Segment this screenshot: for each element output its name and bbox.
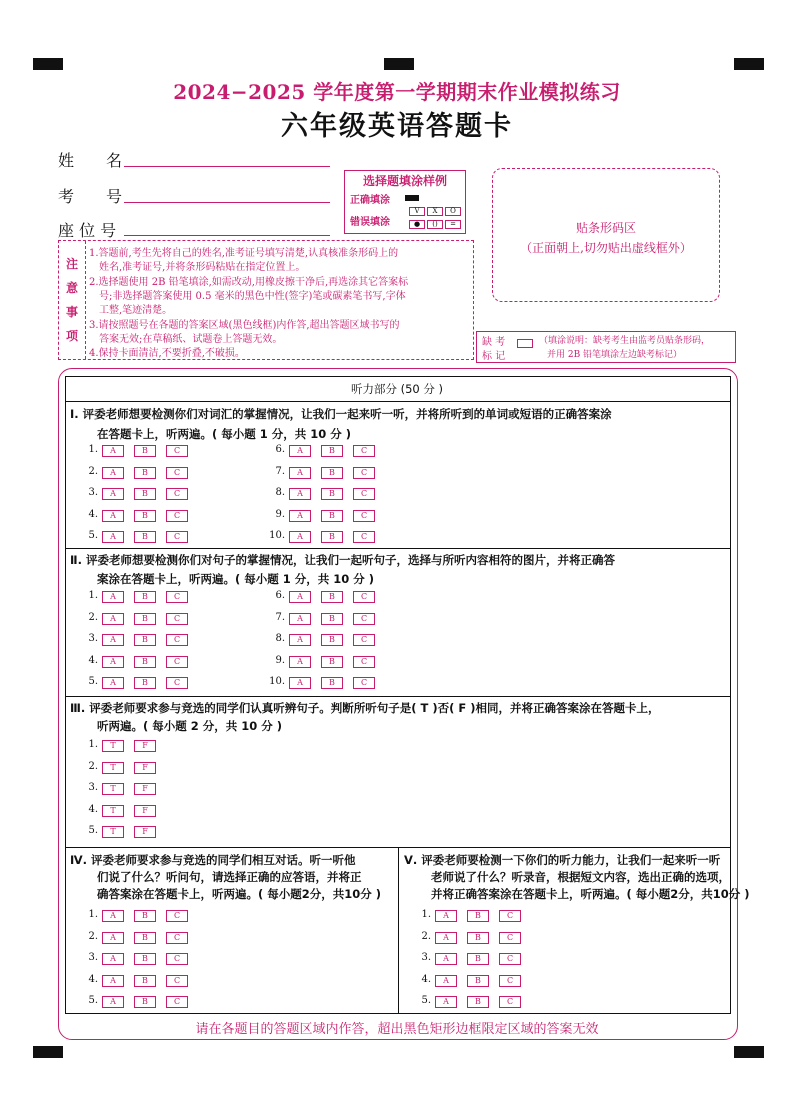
question-number: 2.	[88, 760, 98, 772]
notice-line: 答案无效;在草稿纸、试题卷上答题无效。	[89, 334, 283, 345]
question-number: 1.	[88, 909, 98, 920]
answer-bubble-b[interactable]: B	[134, 953, 156, 965]
answer-bubble-a[interactable]: A	[102, 953, 124, 965]
question-number: 8.	[275, 487, 285, 498]
notice-heading-char: 注	[65, 257, 78, 271]
answer-bubble-c[interactable]: C	[353, 467, 375, 479]
barcode-instruction: （正面朝上,切勿贴出虚线框外）	[520, 241, 692, 255]
answer-bubble-b[interactable]: B	[321, 634, 343, 646]
section5-instruction: 并将正确答案涂在答题卡上，听两遍。( 每小题2分，共10分 )	[431, 887, 750, 901]
answer-bubble-c[interactable]: C	[499, 910, 521, 922]
notice-line: 姓名,准考证号,并将条形码粘贴在指定位置上。	[89, 262, 306, 273]
answer-bubble-a[interactable]: A	[435, 975, 457, 987]
section1-instruction: Ⅰ. 评委老师想要检测你们对词汇的掌握情况，让我们一起来听一听，并将所听到的单词或短语的正确答案涂	[70, 407, 612, 421]
answer-bubble-f[interactable]: F	[134, 740, 156, 752]
question-number: 3.	[88, 782, 98, 793]
section2-instruction: 案涂在答题卡上，听两遍。( 每小题 1 分，共 10 分 )	[97, 572, 375, 586]
question-number: 5.	[88, 676, 98, 687]
question-number: 8.	[275, 633, 285, 644]
answer-bubble-b[interactable]: B	[321, 591, 343, 603]
answer-bubble-b[interactable]: B	[321, 656, 343, 668]
notice-box	[58, 240, 474, 360]
answer-bubble-a[interactable]: A	[102, 445, 124, 457]
answer-bubble-a[interactable]: A	[102, 467, 124, 479]
answer-bubble-c[interactable]: C	[353, 656, 375, 668]
divider	[398, 847, 399, 1013]
notice-line: 3.请按照题号在各题的答案区域(黑色线框)内作答,超出答题区域书写的	[89, 320, 400, 331]
answer-bubble-a[interactable]: A	[102, 677, 124, 689]
answer-bubble-b[interactable]: B	[134, 677, 156, 689]
question-number: 2.	[421, 930, 431, 942]
answer-bubble-b[interactable]: B	[321, 445, 343, 457]
notice-line: 号;非选择题答案使用 0.5 毫米的黑色中性(签字)笔或碳素笔书写,字体	[89, 291, 406, 302]
answer-bubble-c[interactable]: C	[166, 488, 188, 500]
answer-bubble-c[interactable]: C	[166, 613, 188, 625]
answer-bubble-b[interactable]: B	[321, 467, 343, 479]
wrong-mark-v: V	[409, 207, 425, 216]
wrong-mark-dot: ●	[409, 220, 425, 229]
divider	[66, 401, 730, 402]
section5-instruction: Ⅴ. 评委老师要检测一下你们的听力能力，让我们一起来听一听	[404, 853, 721, 867]
answer-bubble-a[interactable]: A	[102, 591, 124, 603]
question-number: 2.	[88, 465, 98, 477]
question-number: 5.	[88, 825, 98, 836]
answer-bubble-a[interactable]: A	[102, 634, 124, 646]
answer-bubble-c[interactable]: C	[353, 677, 375, 689]
name-label: 姓 名	[58, 151, 123, 170]
answer-bubble-b[interactable]: B	[321, 531, 343, 543]
answer-bubble-a[interactable]: A	[102, 531, 124, 543]
answer-bubble-t[interactable]: T	[102, 805, 124, 817]
divider	[66, 696, 730, 697]
question-number: 10.	[269, 530, 285, 541]
answer-bubble-a[interactable]: A	[289, 510, 311, 522]
question-number: 1.	[421, 909, 431, 920]
answer-bubble-c[interactable]: C	[166, 531, 188, 543]
answer-bubble-b[interactable]: B	[134, 591, 156, 603]
answer-bubble-b[interactable]: B	[134, 910, 156, 922]
footer-note: 请在各题目的答题区域内作答，超出黑色矩形边框限定区域的答案无效	[195, 1022, 599, 1037]
registration-mark-bottom-right	[734, 1046, 764, 1058]
answer-bubble-c[interactable]: C	[353, 488, 375, 500]
answer-bubble-a[interactable]: A	[435, 910, 457, 922]
answer-bubble-b[interactable]: B	[467, 932, 489, 944]
wrong-fill-label: 错误填涂	[350, 217, 390, 228]
answer-bubble-t[interactable]: T	[102, 826, 124, 838]
section5-instruction: 老师说了什么？听录音，根据短文内容，选出正确的选项，	[431, 870, 730, 884]
answer-sheet-title: 六年级英语答题卡	[281, 111, 513, 142]
answer-bubble-a[interactable]: A	[102, 996, 124, 1008]
notice-heading	[59, 241, 86, 359]
section4-instruction: 确答案涂在答题卡上，听两遍。( 每小题2分，共10分 )	[97, 887, 382, 901]
wrong-mark-x: X	[427, 207, 443, 216]
question-number: 1.	[88, 739, 98, 750]
question-number: 3.	[88, 633, 98, 644]
question-number: 7.	[275, 465, 285, 477]
question-number: 6.	[275, 444, 285, 455]
answer-bubble-a[interactable]: A	[289, 613, 311, 625]
answer-bubble-a[interactable]: A	[102, 910, 124, 922]
answer-bubble-c[interactable]: C	[353, 510, 375, 522]
answer-bubble-a[interactable]: A	[289, 531, 311, 543]
answer-bubble-b[interactable]: B	[134, 634, 156, 646]
answer-bubble-b[interactable]: B	[134, 445, 156, 457]
name-field[interactable]	[124, 166, 330, 167]
answer-bubble-c[interactable]: C	[499, 953, 521, 965]
question-number: 1.	[88, 590, 98, 601]
answer-bubble-c[interactable]: C	[353, 531, 375, 543]
answer-bubble-b[interactable]: B	[134, 467, 156, 479]
section4-instruction: 们说了什么？听问句，请选择正确的应答语，并将正	[97, 870, 362, 884]
fill-sample-box	[344, 170, 466, 234]
absent-label: 缺 考	[482, 337, 506, 348]
absent-mark-box	[476, 331, 736, 363]
answer-bubble-c[interactable]: C	[166, 932, 188, 944]
answer-bubble-c[interactable]: C	[166, 591, 188, 603]
question-number: 9.	[275, 654, 285, 666]
question-number: 3.	[88, 952, 98, 963]
answer-bubble-c[interactable]: C	[166, 677, 188, 689]
answer-bubble-a[interactable]: A	[289, 467, 311, 479]
question-number: 4.	[88, 654, 98, 666]
question-number: 2.	[88, 611, 98, 623]
answer-bubble-b[interactable]: B	[467, 953, 489, 965]
answer-bubble-c[interactable]: C	[499, 996, 521, 1008]
answer-bubble-c[interactable]: C	[353, 613, 375, 625]
answer-bubble-b[interactable]: B	[321, 613, 343, 625]
answer-bubble-a[interactable]: A	[102, 510, 124, 522]
notice-heading-char: 事	[65, 305, 78, 319]
answer-bubble-a[interactable]: A	[102, 488, 124, 500]
absent-label: 标 记	[482, 351, 506, 362]
answer-bubble-c[interactable]: C	[166, 910, 188, 922]
answer-bubble-c[interactable]: C	[166, 510, 188, 522]
notice-line: 4.保持卡面清洁,不要折叠,不破损。	[89, 348, 245, 359]
answer-bubble-b[interactable]: B	[321, 677, 343, 689]
answer-bubble-c[interactable]: C	[166, 445, 188, 457]
question-number: 10.	[269, 676, 285, 687]
question-number: 4.	[88, 803, 98, 815]
answer-bubble-b[interactable]: B	[134, 510, 156, 522]
notice-line: 2.选择题使用 2B 铅笔填涂,如需改动,用橡皮擦干净后,再选涂其它答案标	[89, 277, 409, 288]
absent-note: （填涂说明：缺考考生由监考员贴条形码，	[539, 336, 711, 346]
answer-bubble-a[interactable]: A	[435, 953, 457, 965]
answer-bubble-a[interactable]: A	[289, 677, 311, 689]
answer-bubble-b[interactable]: B	[134, 975, 156, 987]
divider	[66, 548, 730, 549]
answer-bubble-a[interactable]: A	[102, 656, 124, 668]
answer-bubble-c[interactable]: C	[353, 591, 375, 603]
answer-bubble-a[interactable]: A	[435, 996, 457, 1008]
barcode-label: 贴条形码区	[575, 221, 636, 235]
registration-mark-top-right	[734, 58, 764, 70]
section2-instruction: Ⅱ. 评委老师想要检测你们对句子的掌握情况，让我们一起听句子，选择与所听内容相符的图片，并将正确答	[70, 553, 615, 567]
question-number: 3.	[88, 487, 98, 498]
answer-bubble-a[interactable]: A	[289, 656, 311, 668]
notice-line: 工整,笔迹清楚。	[89, 305, 173, 316]
question-number: 6.	[275, 590, 285, 601]
answer-bubble-b[interactable]: B	[134, 488, 156, 500]
section3-instruction: 听两遍。( 每小题 2 分，共 10 分 )	[97, 719, 283, 733]
answer-bubble-c[interactable]: C	[353, 634, 375, 646]
seat-field[interactable]	[124, 235, 330, 236]
answer-bubble-a[interactable]: A	[289, 445, 311, 457]
notice-line: 1.答题前,考生先将自己的姓名,准考证号填写清楚,认真核准条形码上的	[89, 248, 399, 259]
answer-bubble-a[interactable]: A	[102, 932, 124, 944]
question-number: 7.	[275, 611, 285, 623]
seat-label: 座 位 号	[58, 221, 117, 240]
answer-bubble-f[interactable]: F	[134, 805, 156, 817]
section3-instruction: Ⅲ. 评委老师要求参与竞选的同学们认真听辨句子。判断所听句子是( T )否( F )相同，并将正确答案涂在答题卡上，	[70, 701, 660, 715]
wrong-mark-line: =	[445, 220, 461, 229]
answer-bubble-a[interactable]: A	[289, 591, 311, 603]
exam-title: 2024−2025 学年度第一学期期末作业模拟练习	[173, 80, 621, 104]
answer-bubble-b[interactable]: B	[134, 656, 156, 668]
answer-bubble-t[interactable]: T	[102, 783, 124, 795]
question-number: 5.	[88, 530, 98, 541]
listening-answer-frame	[65, 376, 731, 1014]
answer-bubble-c[interactable]: C	[166, 953, 188, 965]
answer-bubble-b[interactable]: B	[321, 510, 343, 522]
question-number: 4.	[88, 508, 98, 520]
answer-bubble-a[interactable]: A	[289, 634, 311, 646]
question-number: 4.	[88, 973, 98, 985]
answer-bubble-b[interactable]: B	[467, 996, 489, 1008]
answer-bubble-c[interactable]: C	[166, 467, 188, 479]
answer-bubble-c[interactable]: C	[166, 996, 188, 1008]
fill-sample-title: 选择题填涂样例	[362, 174, 447, 188]
answer-bubble-b[interactable]: B	[134, 932, 156, 944]
answer-bubble-c[interactable]: C	[166, 656, 188, 668]
section4-instruction: Ⅳ. 评委老师要求参与竞选的同学们相互对话。听一听他	[70, 853, 356, 867]
answer-bubble-t[interactable]: T	[102, 740, 124, 752]
section1-instruction: 在答题卡上，听两遍。( 每小题 1 分，共 10 分 )	[97, 427, 352, 441]
answer-bubble-b[interactable]: B	[467, 975, 489, 987]
notice-heading-char: 项	[65, 329, 78, 343]
answer-bubble-c[interactable]: C	[166, 634, 188, 646]
correct-fill-label: 正确填涂	[350, 195, 390, 206]
answer-bubble-b[interactable]: B	[134, 531, 156, 543]
answer-bubble-f[interactable]: F	[134, 783, 156, 795]
answer-bubble-f[interactable]: F	[134, 826, 156, 838]
answer-bubble-c[interactable]: C	[353, 445, 375, 457]
barcode-area	[492, 168, 720, 302]
correct-fill-mark	[405, 195, 419, 201]
absent-note: 并用 2B 铅笔填涂左边缺考标记）	[547, 350, 683, 360]
answer-bubble-b[interactable]: B	[321, 488, 343, 500]
exam-id-field[interactable]	[124, 202, 330, 203]
notice-heading-char: 意	[65, 281, 78, 295]
answer-bubble-b[interactable]: B	[467, 910, 489, 922]
answer-bubble-f[interactable]: F	[134, 762, 156, 774]
answer-bubble-a[interactable]: A	[102, 613, 124, 625]
answer-bubble-c[interactable]: C	[166, 975, 188, 987]
question-number: 9.	[275, 508, 285, 520]
exam-id-label: 考 号	[58, 187, 123, 206]
answer-bubble-c[interactable]: C	[499, 932, 521, 944]
registration-mark-bottom-left	[33, 1046, 63, 1058]
question-number: 2.	[88, 930, 98, 942]
registration-mark-top-left	[33, 58, 63, 70]
question-number: 4.	[421, 973, 431, 985]
wrong-mark-o: O	[445, 207, 461, 216]
question-number: 1.	[88, 444, 98, 455]
question-number: 3.	[421, 952, 431, 963]
answer-bubble-t[interactable]: T	[102, 762, 124, 774]
wrong-mark-paren: ()	[427, 220, 443, 229]
absent-checkbox[interactable]	[517, 339, 533, 348]
question-number: 5.	[88, 995, 98, 1006]
answer-bubble-a[interactable]: A	[435, 932, 457, 944]
answer-bubble-a[interactable]: A	[102, 975, 124, 987]
listening-header: 听力部分 (50 分 )	[350, 382, 444, 396]
answer-bubble-a[interactable]: A	[289, 488, 311, 500]
registration-mark-top-center	[384, 58, 414, 70]
answer-bubble-b[interactable]: B	[134, 996, 156, 1008]
answer-bubble-b[interactable]: B	[134, 613, 156, 625]
question-number: 5.	[421, 995, 431, 1006]
answer-bubble-c[interactable]: C	[499, 975, 521, 987]
